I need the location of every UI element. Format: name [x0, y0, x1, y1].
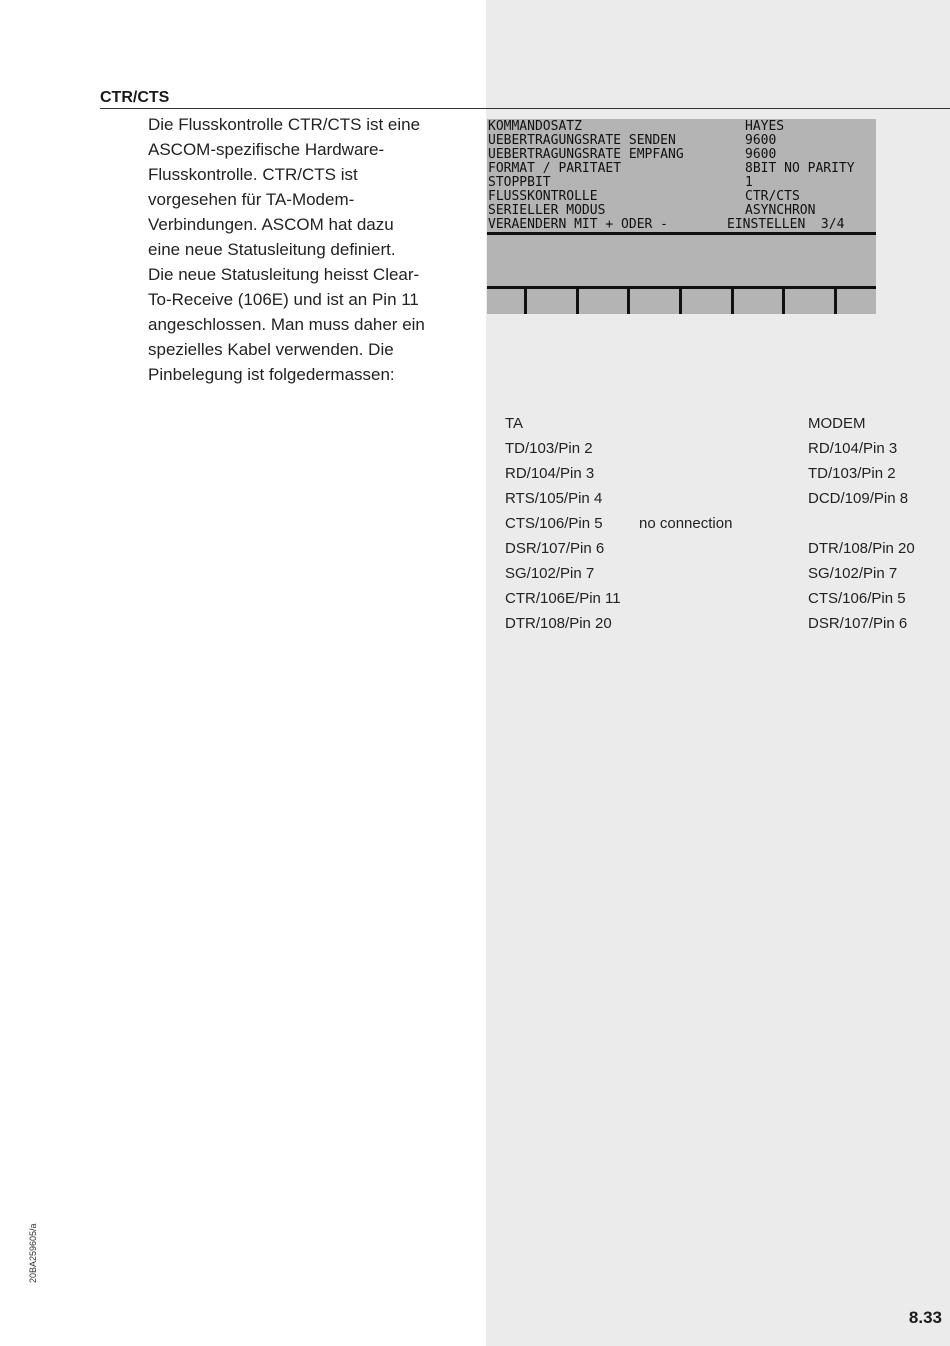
- lcd-value: HAYES: [745, 119, 785, 134]
- lcd-key: UEBERTRAGUNGSRATE EMPFANG: [488, 147, 684, 162]
- softkey-separator: [834, 289, 837, 314]
- lcd-value: 8BIT NO PARITY: [745, 161, 855, 176]
- body-line: Die neue Statusleitung heisst Clear-: [148, 265, 420, 284]
- modem-pin: DSR/107/Pin 6: [808, 615, 908, 632]
- page-number: 8.33: [908, 1308, 942, 1327]
- body-line: eine neue Statusleitung definiert.: [148, 240, 396, 259]
- lcd-key: FLUSSKONTROLLE: [488, 189, 598, 204]
- ta-pin: SG/102/Pin 7: [505, 565, 595, 582]
- softkey-separator: [576, 289, 579, 314]
- body-line: Pinbelegung ist folgedermassen:: [148, 365, 395, 384]
- body-line: angeschlossen. Man muss daher ein: [148, 315, 425, 334]
- lcd-key: VERAENDERN MIT + ODER -: [488, 217, 669, 232]
- pin-row: [505, 538, 945, 563]
- ta-pin: DSR/107/Pin 6: [505, 540, 605, 557]
- lcd-row: [488, 120, 874, 134]
- lcd-screen: [487, 119, 876, 314]
- lcd-row: [488, 218, 874, 232]
- ta-pin: DTR/108/Pin 20: [505, 615, 612, 632]
- body-line: Flusskontrolle. CTR/CTS ist: [148, 165, 358, 184]
- softkey-separator: [627, 289, 630, 314]
- lcd-row: [488, 176, 874, 190]
- pin-note: no connection: [639, 515, 733, 532]
- modem-pin: SG/102/Pin 7: [808, 565, 898, 582]
- ta-pin: RTS/105/Pin 4: [505, 490, 603, 507]
- pin-row: [505, 463, 945, 488]
- lcd-softkey-bar: [487, 289, 876, 314]
- body-line: vorgesehen für TA-Modem-: [148, 190, 355, 209]
- section-heading: CTR/CTS: [100, 89, 170, 106]
- body-line: Die Flusskontrolle CTR/CTS ist eine: [148, 115, 421, 134]
- lcd-row: [488, 148, 874, 162]
- ta-pin: RD/104/Pin 3: [505, 465, 595, 482]
- pin-row: [505, 588, 945, 613]
- ta-pin: CTR/106E/Pin 11: [505, 590, 621, 607]
- lcd-value: ASYNCHRON: [745, 203, 816, 218]
- pin-row: [505, 513, 945, 538]
- lcd-key: FORMAT / PARITAET: [488, 161, 622, 176]
- lcd-value: CTR/CTS: [745, 189, 800, 204]
- softkey-separator: [782, 289, 785, 314]
- pin-table-header: [505, 413, 945, 438]
- softkey-separator: [524, 289, 527, 314]
- modem-pin: DCD/109/Pin 8: [808, 490, 909, 507]
- lcd-divider: [487, 232, 876, 235]
- softkey-separator: [679, 289, 682, 314]
- lcd-settings-list: [488, 120, 874, 232]
- modem-pin: TD/103/Pin 2: [808, 465, 896, 482]
- lcd-value: 9600: [745, 133, 777, 148]
- modem-pin: DTR/108/Pin 20: [808, 540, 915, 557]
- lcd-row: [488, 134, 874, 148]
- lcd-row: [488, 190, 874, 204]
- pin-assignment-table: [505, 413, 945, 638]
- body-line: spezielles Kabel verwenden. Die: [148, 340, 394, 359]
- modem-pin: RD/104/Pin 3: [808, 440, 898, 457]
- body-line: To-Receive (106E) und ist an Pin 11: [148, 290, 419, 309]
- ta-pin: TD/103/Pin 2: [505, 440, 593, 457]
- pin-row: [505, 488, 945, 513]
- pin-row: [505, 563, 945, 588]
- header-ta: TA: [505, 415, 524, 432]
- header-modem: MODEM: [808, 415, 866, 432]
- body-line: Verbindungen. ASCOM hat dazu: [148, 215, 394, 234]
- body-line: ASCOM-spezifische Hardware-: [148, 140, 385, 159]
- lcd-row: [488, 204, 874, 218]
- lcd-value: 9600: [745, 147, 777, 162]
- softkey-separator: [731, 289, 734, 314]
- pin-row: [505, 613, 945, 638]
- heading-rule: [100, 108, 950, 109]
- lcd-row: [488, 162, 874, 176]
- body-paragraph: [148, 112, 468, 387]
- lcd-value: EINSTELLEN 3/4: [727, 217, 845, 232]
- ta-pin: CTS/106/Pin 5: [505, 515, 603, 532]
- pin-row: [505, 438, 945, 463]
- lcd-value: 1: [745, 175, 753, 190]
- lcd-key: UEBERTRAGUNGSRATE SENDEN: [488, 133, 676, 148]
- document-code: 20BA259605/a: [28, 1223, 38, 1283]
- lcd-key: SERIELLER MODUS: [488, 203, 606, 218]
- lcd-key: STOPPBIT: [488, 175, 551, 190]
- lcd-key: KOMMANDOSATZ: [488, 119, 582, 134]
- modem-pin: CTS/106/Pin 5: [808, 590, 906, 607]
